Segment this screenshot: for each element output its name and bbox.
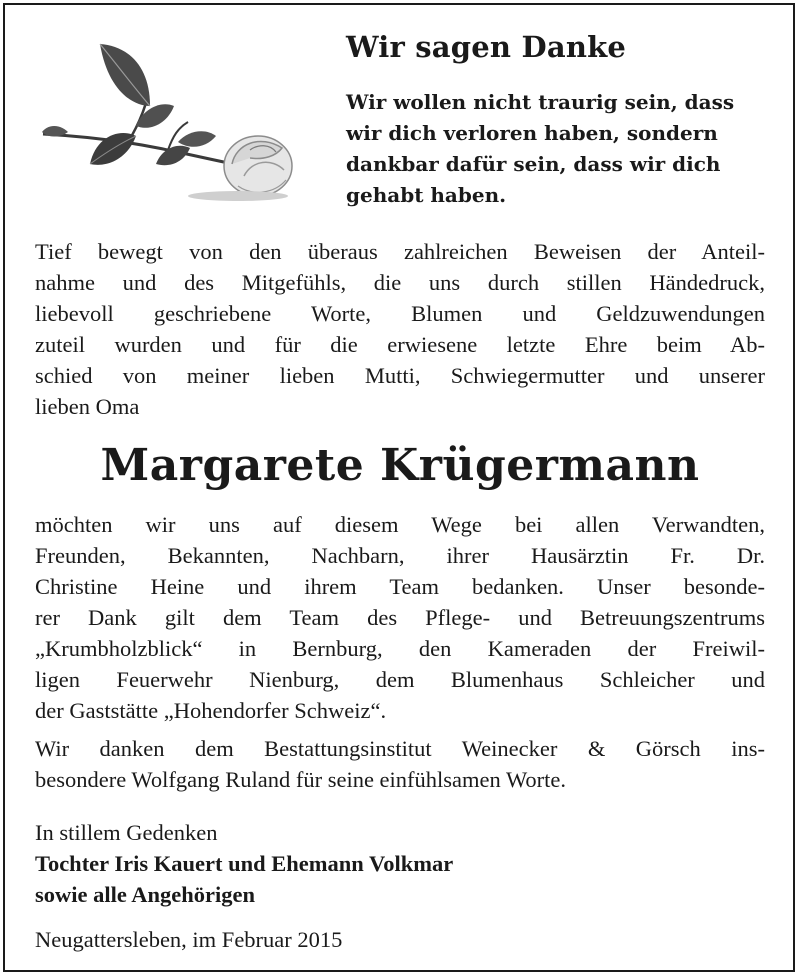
- quote-line: wir dich verloren haben, sondern: [346, 121, 718, 145]
- thanks-line: Christine Heine und ihrem Team bedanken. Unser besonde-: [35, 574, 765, 599]
- intro-line: lieben Oma: [35, 394, 140, 419]
- quote-line: dankbar dafür sein, dass wir dich: [346, 152, 721, 176]
- thanks-line: möchten wir uns auf diesem Wege bei allen Verwandten,: [35, 512, 765, 537]
- quote: [346, 87, 766, 211]
- heading: Wir sagen Danke: [346, 30, 627, 64]
- quote-line: Wir wollen nicht traurig sein, dass: [346, 90, 735, 114]
- quote-line: gehabt haben.: [346, 183, 507, 207]
- funeral-line: Wir danken dem Bestattungsinstitut Weinecker & Görsch ins-: [35, 736, 765, 761]
- rose-icon: [38, 36, 298, 206]
- in-memory-text: In stillem Gedenken: [35, 820, 218, 845]
- intro-paragraph: [35, 236, 765, 422]
- funeral-paragraph: [35, 733, 765, 795]
- thanks-line: rer Dank gilt dem Team des Pflege- und Betreuungszentrums: [35, 605, 765, 630]
- intro-line: liebevoll geschriebene Worte, Blumen und Geldzuwendungen: [35, 301, 765, 326]
- intro-line: schied von meiner lieben Mutti, Schwiegermutter und unserer: [35, 363, 765, 388]
- signature-line: sowie alle Angehörigen: [35, 882, 255, 907]
- place-date: Neugattersleben, im Februar 2015: [35, 927, 343, 952]
- intro-line: Tief bewegt von den überaus zahlreichen Beweisen der Anteil-: [35, 239, 765, 264]
- thanks-line: „Krumbholzblick“ in Bernburg, den Kameraden der Freiwil-: [35, 636, 765, 661]
- funeral-line: besondere Wolfgang Ruland für seine einfühlsamen Worte.: [35, 767, 567, 792]
- thanks-paragraph: [35, 509, 765, 726]
- closing-block: [35, 817, 453, 910]
- thanks-line: ligen Feuerwehr Nienburg, dem Blumenhaus Schleicher und: [35, 667, 765, 692]
- deceased-name: Margarete Krügermann: [100, 440, 700, 491]
- thanks-line: Freunden, Bekannten, Nachbarn, ihrer Hausärztin Fr. Dr.: [35, 543, 765, 568]
- signature-line: Tochter Iris Kauert und Ehemann Volkmar: [35, 851, 454, 876]
- intro-line: nahme und des Mitgefühls, die uns durch stillen Händedruck,: [35, 270, 765, 295]
- intro-line: zuteil wurden und für die erwiesene letzte Ehre beim Ab-: [35, 332, 765, 357]
- thanks-line: der Gaststätte „Hohendorfer Schweiz“.: [35, 698, 387, 723]
